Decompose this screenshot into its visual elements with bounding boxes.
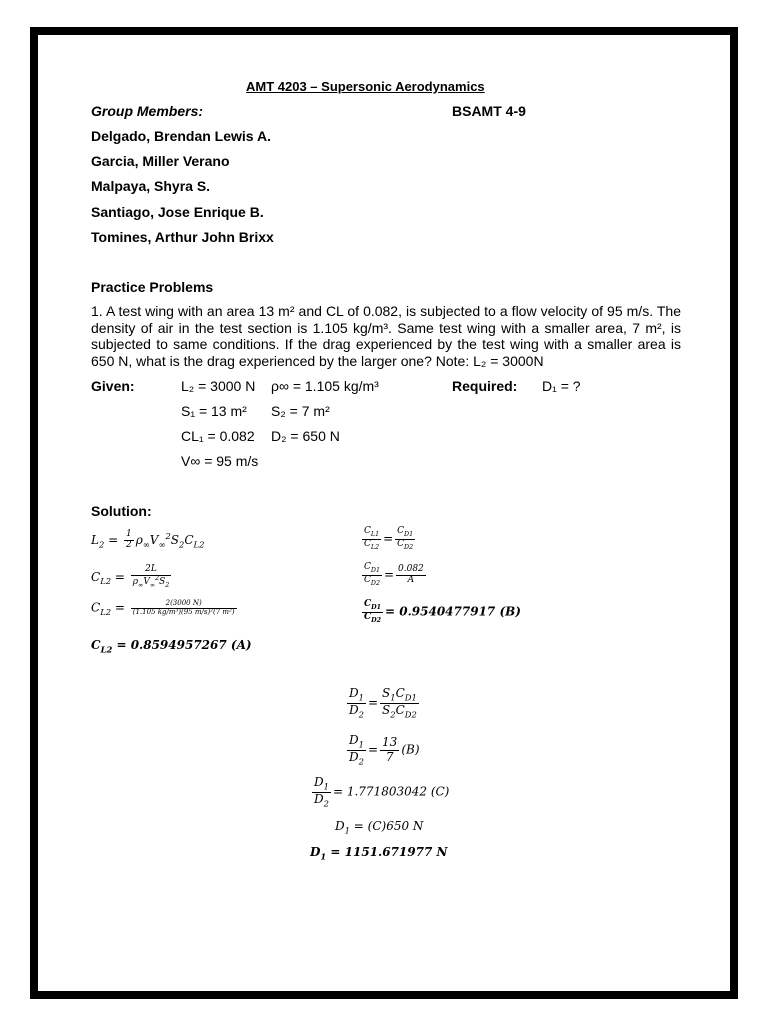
problem-statement: 1. A test wing with an area 13 m² and CL of 0.082, is subjected to a flow velocity of 95 m/s. The density of air in the test section is 1.105 kg/m³. Same test wing with a smaller area, 7 m², is subjected to same conditions. If the drag experienced by the test wing with a smaller area is 650 N, what is the drag experienced by the larger one? Note: L₂ = 3000N xyxy=(91,303,681,369)
given-d2: D₂ = 650 N xyxy=(271,428,340,444)
member-name: Santiago, Jose Enrique B. xyxy=(91,204,264,220)
given-rho: ρ∞ = 1.105 kg/m³ xyxy=(271,378,379,394)
given-s1: S₁ = 13 m² xyxy=(181,403,247,419)
section-label: BSAMT 4-9 xyxy=(452,103,526,119)
member-name: Garcia, Miller Verano xyxy=(91,153,230,169)
member-name: Delgado, Brendan Lewis A. xyxy=(91,128,271,144)
given-label: Given: xyxy=(91,378,135,394)
given-cl1: CL₁ = 0.082 xyxy=(181,428,255,444)
practice-heading: Practice Problems xyxy=(91,279,214,295)
document-title: AMT 4203 – Supersonic Aerodynamics xyxy=(246,79,485,94)
equation-ratio-identity: $\frac{C_{L1}}{C_{L2}}$ = $\frac{C_{D1}}{C_{D2}}$ xyxy=(364,526,414,551)
equation-cl2-result: $C_{L2} = 0.8594957267$ (A) xyxy=(91,638,252,655)
equation-drag-ratio-substituted: $\frac{D_1}{D_2}$ = $\frac{13}{7}$ (B) xyxy=(349,733,420,767)
equation-ratio-substituted: $\frac{C_{D1}}{C_{D2}}$ = $\frac{0.082}{A}$ xyxy=(364,562,424,587)
required-value: D₁ = ? xyxy=(542,378,581,394)
equation-lift: $L_2$ = $\frac{1}{2}$ $\rho_\infty V_\infty^2S_2C_{L2}$ xyxy=(91,529,205,550)
equation-cl2-formula: $C_{L2}$ = $\frac{2L}{\rho_\infty V_\infty^2S_2}$ xyxy=(91,564,170,589)
equation-d1-result: $D_1 = 1151.671977$ N xyxy=(310,845,448,862)
equation-drag-ratio-value: $\frac{D_1}{D_2}$ = 1.771803042 (C) xyxy=(314,775,450,809)
given-velocity: V∞ = 95 m/s xyxy=(181,453,259,469)
equation-ratio-result: $\frac{C_{D1}}{C_{D2}}$ = 0.9540477917 (B) xyxy=(364,599,521,624)
equation-cl2-substituted: $C_{L2}$ = $\frac{2(3000 N)}{\text{(1.105 kg/m³)(95 m/s)²(7 m²)}}$ xyxy=(91,599,235,618)
required-label: Required: xyxy=(452,378,518,394)
equation-d1-expression: $D_1 = (C)650$ N xyxy=(335,819,424,836)
member-name: Malpaya, Shyra S. xyxy=(91,178,211,194)
group-members-label: Group Members: xyxy=(91,103,204,119)
given-s2: S₂ = 7 m² xyxy=(271,403,330,419)
given-l2: L₂ = 3000 N xyxy=(181,378,256,394)
solution-heading: Solution: xyxy=(91,503,152,519)
equation-drag-ratio: $\frac{D_1}{D_2}$ = $\frac{S_1C_{D1}}{S_2C_{D2}}$ xyxy=(349,686,417,720)
member-name: Tomines, Arthur John Brixx xyxy=(91,229,274,245)
